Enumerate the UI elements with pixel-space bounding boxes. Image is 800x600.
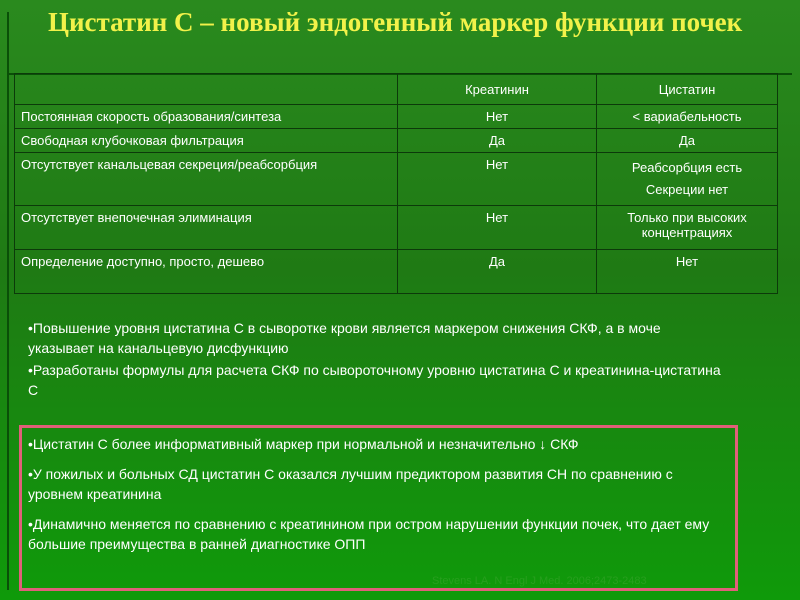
header-creatinine: Креатинин	[398, 74, 597, 105]
cell-cystatin: Нет	[597, 250, 778, 294]
cell-creatinine: Нет	[398, 105, 597, 129]
table-row	[15, 129, 778, 153]
highlight-item: •Цистатин С более информативный маркер при нормальной и незначительно ↓ СКФ	[28, 436, 579, 452]
highlight-item: •У пожилых и больных СД цистатин С оказался лучшим предиктором развития СН по сравнению с уровнем креатинина	[28, 466, 673, 502]
highlight-list	[28, 434, 728, 564]
cell-feature: Свободная клубочковая фильтрация	[15, 129, 398, 153]
citation: Stevens LA. N Engl J Med. 2006;2473-2483	[432, 575, 647, 587]
notes-list	[28, 318, 728, 402]
cell-feature: Постоянная скорость образования/синтеза	[15, 105, 398, 129]
frame-left-line	[7, 12, 9, 590]
slide-title: Цистатин С – новый эндогенный маркер функции почек	[48, 7, 743, 37]
comparison-table	[14, 73, 778, 294]
table-row	[15, 206, 778, 250]
table-row	[15, 153, 778, 206]
cell-creatinine: Да	[398, 129, 597, 153]
cell-cystatin: Да	[597, 129, 778, 153]
cell-cystatin: Только при высоких концентрациях	[597, 206, 778, 250]
header-feature	[15, 74, 398, 105]
cell-creatinine: Нет	[398, 153, 597, 206]
table-row	[15, 105, 778, 129]
table-row	[15, 250, 778, 294]
cell-feature: Отсутствует внепочечная элиминация	[15, 206, 398, 250]
table-header-row	[15, 74, 778, 105]
cell-cystatin: < вариабельность	[597, 105, 778, 129]
highlight-item: •Динамично меняется по сравнению с креатинином при остром нарушении функции почек, что дает ему большие преимущества в ранней диагностике ОПП	[28, 516, 710, 552]
cell-feature: Отсутствует канальцевая секреция/реабсорбция	[15, 153, 398, 206]
cell-cystatin: Реабсорбция есть Секреции нет	[597, 153, 778, 206]
note-item: •Разработаны формулы для расчета СКФ по сывороточному уровню цистатина С и креатинина-цистатина С	[28, 362, 721, 398]
note-item: •Повышение уровня цистатина С в сыворотке крови является маркером снижения СКФ, а в моче указывает на канальцевую дисфункцию	[28, 320, 661, 356]
cell-creatinine: Да	[398, 250, 597, 294]
cell-creatinine: Нет	[398, 206, 597, 250]
cell-feature: Определение доступно, просто, дешево	[15, 250, 398, 294]
header-cystatin: Цистатин	[597, 74, 778, 105]
